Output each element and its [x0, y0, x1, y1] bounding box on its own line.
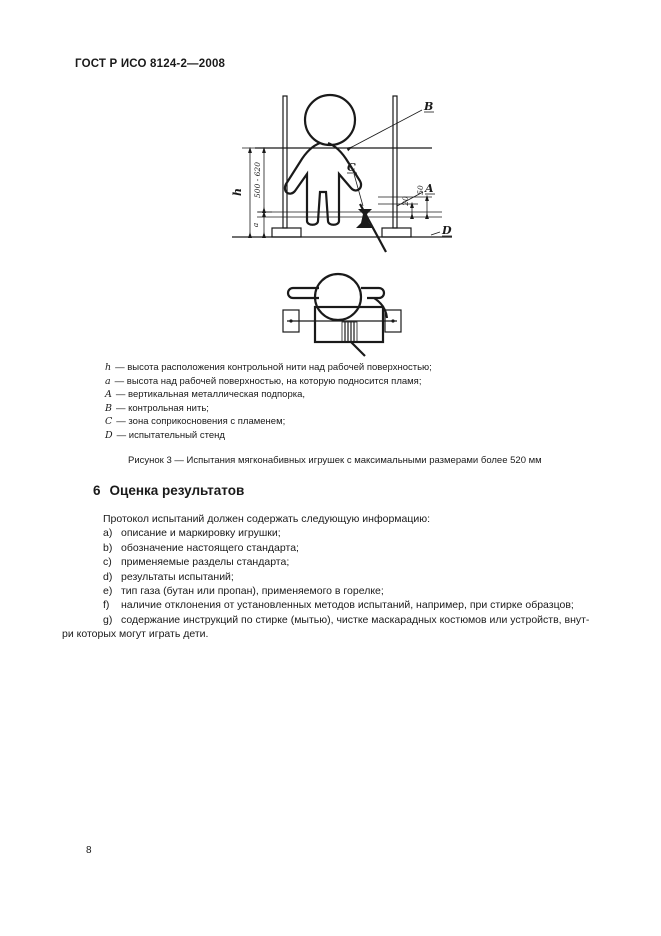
intro-paragraph: Протокол испытаний должен содержать следующую информацию: [103, 513, 431, 525]
list-item [62, 541, 602, 555]
legend-symbol: C [105, 416, 113, 428]
list-item-continuation: ри которых могут играть дети. [62, 628, 209, 641]
list-marker: b) [103, 541, 113, 554]
document-title: ГОСТ Р ИСО 8124-2—2008 [75, 58, 226, 70]
list-item [62, 598, 602, 612]
legend-symbol: B [105, 402, 112, 414]
dim-range-label: 500 - 620 [253, 162, 262, 198]
list-item-text: тип газа (бутан или пропан), применяемого в горелке; [121, 585, 384, 598]
dim-20-label: 20 [401, 196, 410, 206]
list-item-text: результаты испытаний; [121, 570, 234, 583]
legend-text: — вертикальная металлическая подпорка, [115, 389, 306, 401]
section-body [62, 512, 602, 642]
right-support-base-shape [382, 228, 411, 237]
label-C: C [347, 161, 356, 174]
section-title: Оценка результатов [109, 483, 245, 498]
legend-symbol: A [105, 389, 112, 401]
list-item-text: обозначение настоящего стандарта; [121, 541, 299, 554]
flame-leader-top-line [351, 342, 365, 356]
legend-row [105, 402, 432, 416]
legend-symbol: D [105, 429, 113, 441]
legend-row [105, 375, 432, 389]
legend-text: — высота над рабочей поверхностью, на которую подносится пламя; [114, 375, 422, 387]
list-marker: c) [103, 556, 112, 569]
section-heading [93, 483, 244, 498]
page-number: 8 [86, 845, 92, 856]
legend-text: — зона соприкосновения с пламенем; [116, 416, 286, 428]
label-B: B [424, 100, 434, 113]
legend-text: — контрольная нить; [115, 402, 209, 414]
list-marker: d) [103, 570, 113, 583]
legend-row [105, 429, 432, 443]
torso-top-shape [315, 307, 383, 342]
list-marker: f) [103, 599, 110, 612]
list-item-text: содержание инструкций по стирке (мытью), чистке маскарадных костюмов или устройств, внут- [121, 613, 590, 626]
legend-symbol: h [105, 362, 112, 373]
head-top-shape [315, 274, 361, 320]
dim-h-label: h [231, 188, 244, 196]
figure-front-view [228, 84, 458, 256]
list-item [62, 613, 602, 627]
burner-top-shape [342, 322, 357, 342]
label-A: A [425, 182, 434, 195]
label-D: D [442, 224, 452, 237]
dim-a-label: a [251, 222, 260, 228]
legend-row [105, 361, 432, 375]
list-marker: a) [103, 527, 113, 540]
list-item [62, 570, 602, 584]
legend-row [105, 415, 432, 429]
legend-text: — испытательный стенд [116, 429, 225, 441]
figure-top-view [275, 256, 420, 361]
list-item-text: описание и маркировку игрушки; [121, 527, 281, 540]
list-item [62, 555, 602, 569]
list-item [62, 526, 602, 540]
figure-legend [105, 361, 432, 443]
toy-head-shape [305, 95, 355, 145]
legend-row [105, 388, 432, 402]
list-item [62, 584, 602, 598]
list-item-text: наличие отклонения от установленных методов испытаний, например, при стирке образцов; [121, 599, 574, 612]
dim-50-label: 50 [416, 185, 425, 195]
legend-text: — высота расположения контрольной нити над рабочей поверхностью; [115, 362, 432, 373]
list-item-text: применяемые разделы стандарта; [121, 556, 290, 569]
left-support-shape [283, 96, 287, 228]
list-marker: e) [103, 585, 113, 598]
figure-caption: Рисунок 3 — Испытания мягконабивных игрушек с максимальными размерами более 520 мм [128, 455, 542, 466]
right-arm-shape [361, 288, 384, 298]
right-support-shape [393, 96, 397, 228]
legend-symbol: a [105, 375, 111, 387]
list-marker: g) [103, 613, 113, 626]
section-number: 6 [93, 483, 101, 498]
left-support-base-shape [272, 228, 301, 237]
toy-body-shape [285, 143, 361, 225]
